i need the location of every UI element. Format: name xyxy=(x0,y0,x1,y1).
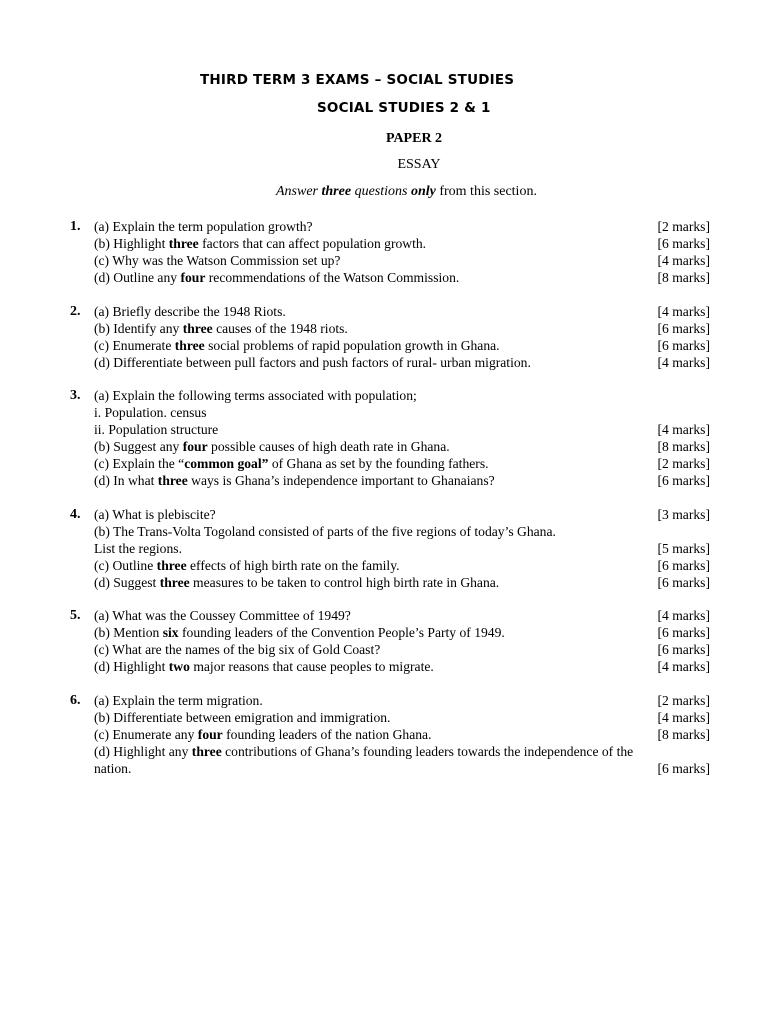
question-line xyxy=(0,709,768,726)
question-number: 5. xyxy=(70,608,81,623)
marks-label: [2 marks] xyxy=(657,219,710,234)
text-part: i. Population. census xyxy=(94,405,207,420)
question-text xyxy=(94,404,207,421)
question-text xyxy=(94,387,417,404)
question-text xyxy=(94,523,556,540)
question-2 xyxy=(0,303,768,371)
question-number: 4. xyxy=(70,506,81,522)
instruction-part: from this section. xyxy=(435,184,537,199)
question-text xyxy=(94,743,633,760)
marks-label: [6 marks] xyxy=(657,236,710,251)
question-4 xyxy=(0,506,768,591)
question-line xyxy=(0,438,768,455)
question-number: 2. xyxy=(70,303,81,319)
question-text xyxy=(94,540,182,557)
text-part: (a) Explain the following terms associated with population; xyxy=(94,388,417,403)
text-part: (c) What are the names of the big six of Gold Coast? xyxy=(94,642,381,657)
text-part: social problems of rapid population growth in Ghana. xyxy=(204,337,500,353)
emphasis-word: three xyxy=(157,473,188,488)
emphasis-word: two xyxy=(168,659,190,674)
emphasis-word: three xyxy=(156,557,187,573)
question-line xyxy=(0,421,768,438)
emphasis-word: four xyxy=(180,270,206,285)
text-part: of Ghana as set by the founding fathers. xyxy=(268,456,489,471)
marks-label: [6 marks] xyxy=(657,642,710,657)
question-text xyxy=(94,438,450,455)
question-1 xyxy=(0,218,768,286)
paper-label: PAPER 2 xyxy=(385,131,443,146)
marks-label: [4 marks] xyxy=(657,422,710,437)
text-part: (c) Why was the Watson Commission set up? xyxy=(94,253,341,268)
marks-label: [6 marks] xyxy=(657,337,710,353)
question-text xyxy=(94,709,390,726)
question-line xyxy=(0,760,768,777)
text-part: contributions of Ghana’s founding leaders towards the independence of the xyxy=(221,743,634,759)
question-line xyxy=(0,235,768,252)
marks-label: [4 marks] xyxy=(657,608,710,623)
emphasis-word: three xyxy=(182,320,213,336)
marks-label: [6 marks] xyxy=(657,625,710,640)
question-line xyxy=(0,726,768,743)
question-number: 3. xyxy=(70,388,81,403)
emphasis-word: common goal” xyxy=(184,456,269,471)
marks-label: [4 marks] xyxy=(657,659,710,674)
emphasis-word: three xyxy=(168,236,199,251)
question-text xyxy=(94,574,499,591)
text-part: measures to be taken to control high birth rate in Ghana. xyxy=(189,574,500,590)
text-part: causes of the 1948 riots. xyxy=(212,320,348,336)
text-part: (a) What was the Coussey Committee of 1949? xyxy=(94,608,351,623)
emphasis-word: four xyxy=(182,439,208,454)
question-text xyxy=(94,235,426,252)
question-6 xyxy=(0,692,768,777)
question-line xyxy=(0,354,768,371)
text-part: (a) What is plebiscite? xyxy=(94,506,216,522)
question-text xyxy=(94,607,351,624)
marks-label: [6 marks] xyxy=(657,760,710,776)
text-part: (b) The Trans-Volta Togoland consisted of parts of the five regions of today’s Ghana. xyxy=(94,523,556,539)
text-part: (b) Identify any xyxy=(94,320,183,336)
question-text xyxy=(94,455,489,472)
text-part: (c) Explain the “ xyxy=(94,456,185,471)
text-part: founding leaders of the Convention People’s Party of 1949. xyxy=(178,625,505,640)
question-number: 1. xyxy=(70,219,81,234)
question-text xyxy=(94,303,286,320)
question-5 xyxy=(0,607,768,675)
emphasis-word: three xyxy=(191,743,222,759)
instruction-part: Answer xyxy=(276,184,322,199)
question-line xyxy=(0,574,768,591)
question-number: 6. xyxy=(70,692,81,708)
text-part: (d) Differentiate between pull factors and push factors of rural- urban migration. xyxy=(94,354,531,370)
question-line xyxy=(0,523,768,540)
section-label: ESSAY xyxy=(397,157,441,172)
exam-subtitle: SOCIAL STUDIES 2 & 1 xyxy=(317,100,491,116)
question-line xyxy=(0,692,768,709)
question-text xyxy=(94,658,434,675)
question-text xyxy=(94,760,131,777)
emphasis-word: four xyxy=(197,726,223,742)
text-part: (a) Briefly describe the 1948 Riots. xyxy=(94,303,286,319)
question-line xyxy=(0,303,768,320)
text-part: founding leaders of the nation Ghana. xyxy=(222,726,432,742)
marks-label: [8 marks] xyxy=(657,726,710,742)
marks-label: [6 marks] xyxy=(657,320,710,336)
marks-label: [2 marks] xyxy=(657,692,710,708)
marks-label: [6 marks] xyxy=(657,557,710,573)
question-line xyxy=(0,252,768,269)
question-text xyxy=(94,269,459,286)
question-text xyxy=(94,506,216,523)
question-line xyxy=(0,506,768,523)
emphasis-word: six xyxy=(162,625,179,640)
marks-label: [6 marks] xyxy=(657,473,710,488)
question-text xyxy=(94,354,531,371)
question-text xyxy=(94,472,495,489)
text-part: factors that can affect population growth. xyxy=(198,236,427,251)
question-line xyxy=(0,743,768,760)
question-line xyxy=(0,218,768,235)
marks-label: [4 marks] xyxy=(657,709,710,725)
text-part: (b) Mention xyxy=(94,625,163,640)
question-list xyxy=(0,218,768,793)
text-part: (d) Suggest xyxy=(94,574,160,590)
text-part: (d) Outline any xyxy=(94,270,181,285)
question-text xyxy=(94,337,500,354)
text-part: (d) Highlight xyxy=(94,659,169,674)
question-line xyxy=(0,641,768,658)
text-part: ways is Ghana’s independence important to Ghanaians? xyxy=(187,473,495,488)
text-part: effects of high birth rate on the family. xyxy=(186,557,400,573)
question-line xyxy=(0,337,768,354)
exam-title: THIRD TERM 3 EXAMS – SOCIAL STUDIES xyxy=(200,72,515,88)
marks-label: [8 marks] xyxy=(657,439,710,454)
text-part: ii. Population structure xyxy=(94,422,219,437)
instruction-emphasis: three xyxy=(321,184,352,199)
marks-label: [4 marks] xyxy=(657,303,710,319)
question-line xyxy=(0,658,768,675)
text-part: possible causes of high death rate in Ghana. xyxy=(207,439,450,454)
marks-label: [5 marks] xyxy=(657,540,710,556)
marks-label: [6 marks] xyxy=(657,574,710,590)
question-text xyxy=(94,218,313,235)
text-part: (b) Suggest any xyxy=(94,439,183,454)
marks-label: [8 marks] xyxy=(657,270,710,285)
instruction-emphasis: only xyxy=(410,184,436,199)
question-line xyxy=(0,557,768,574)
text-part: major reasons that cause peoples to migrate. xyxy=(189,659,434,674)
text-part: (d) Highlight any xyxy=(94,743,192,759)
instruction-part: questions xyxy=(351,184,411,199)
emphasis-word: three xyxy=(159,574,190,590)
question-text xyxy=(94,726,431,743)
text-part: (c) Enumerate any xyxy=(94,726,198,742)
marks-label: [3 marks] xyxy=(657,506,710,522)
question-text xyxy=(94,557,400,574)
text-part: nation. xyxy=(94,760,132,776)
question-line xyxy=(0,472,768,489)
text-part: recommendations of the Watson Commission. xyxy=(205,270,460,285)
question-line xyxy=(0,540,768,557)
question-3 xyxy=(0,387,768,489)
question-line xyxy=(0,455,768,472)
marks-label: [4 marks] xyxy=(657,253,710,268)
question-line xyxy=(0,607,768,624)
question-line xyxy=(0,387,768,404)
instruction-text xyxy=(276,184,537,200)
text-part: (d) In what xyxy=(94,473,158,488)
marks-label: [2 marks] xyxy=(657,456,710,471)
question-text xyxy=(94,624,505,641)
question-text xyxy=(94,320,348,337)
marks-label: [4 marks] xyxy=(657,354,710,370)
question-text xyxy=(94,252,340,269)
text-part: (b) Highlight xyxy=(94,236,169,251)
question-line xyxy=(0,404,768,421)
text-part: (c) Outline xyxy=(94,557,157,573)
text-part: (a) Explain the term population growth? xyxy=(94,219,313,234)
question-text xyxy=(94,641,380,658)
text-part: (b) Differentiate between emigration and immigration. xyxy=(94,709,391,725)
question-line xyxy=(0,320,768,337)
text-part: (c) Enumerate xyxy=(94,337,175,353)
emphasis-word: three xyxy=(174,337,205,353)
question-text xyxy=(94,692,263,709)
question-line xyxy=(0,269,768,286)
question-line xyxy=(0,624,768,641)
text-part: List the regions. xyxy=(94,540,182,556)
question-text xyxy=(94,421,218,438)
text-part: (a) Explain the term migration. xyxy=(94,692,263,708)
